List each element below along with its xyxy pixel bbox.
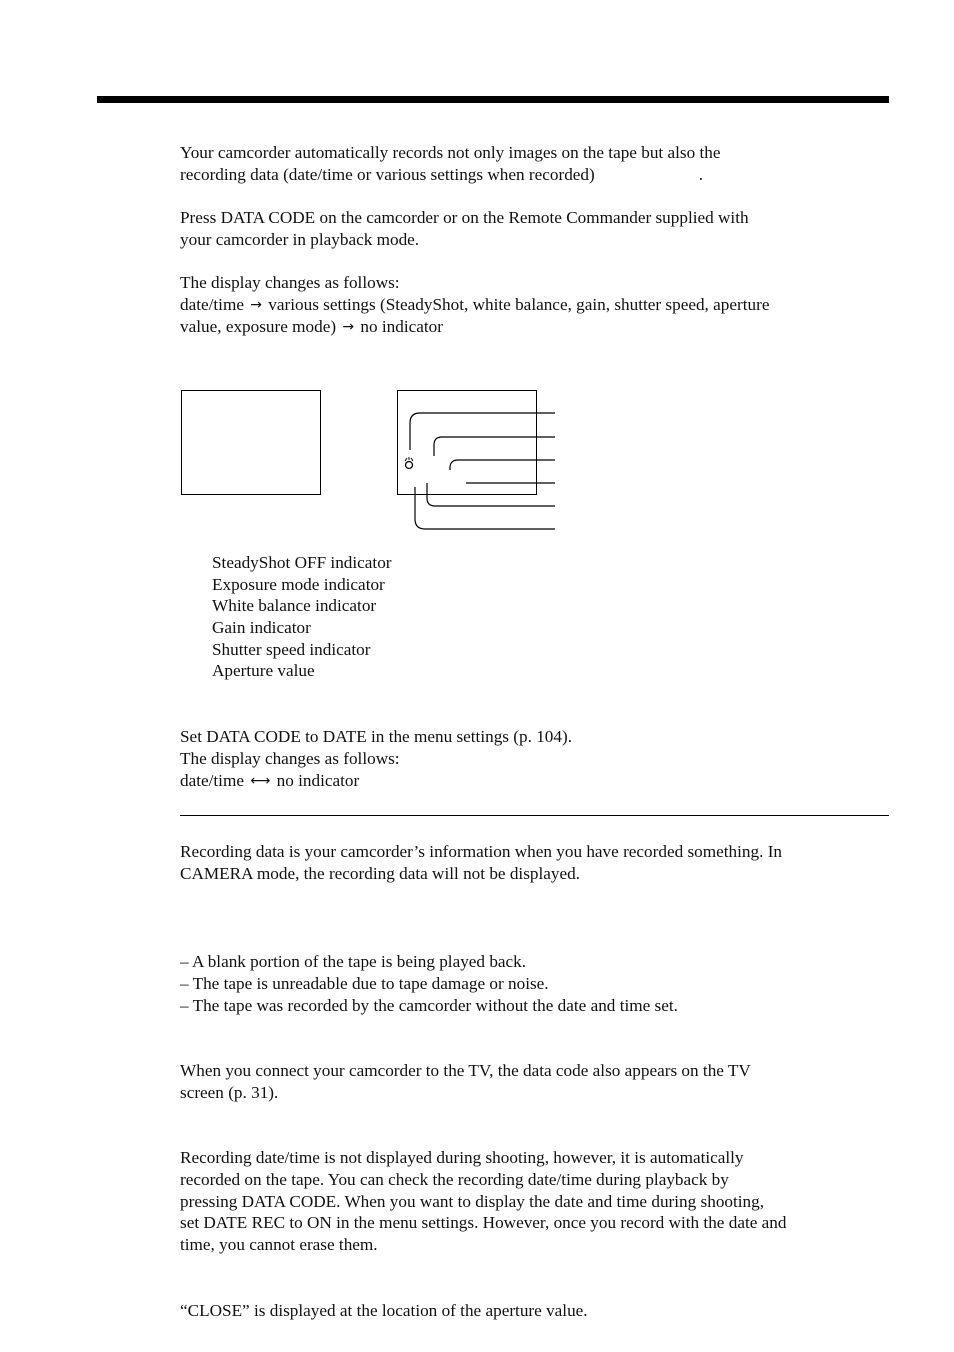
note-close xyxy=(180,1300,588,1322)
callout-shutter-speed xyxy=(427,483,555,506)
bullet-unreadable: – The tape is unreadable due to tape damage or noise. xyxy=(180,973,549,993)
arrow-both-icon: ⟷ xyxy=(250,772,271,789)
intro-line-2-period: . xyxy=(698,164,704,184)
note-tv xyxy=(180,1060,751,1104)
legend-shutter-speed: Shutter speed indicator xyxy=(212,639,371,659)
sequence-no-indicator: no indicator xyxy=(360,316,443,336)
bullet-blank-portion: – A blank portion of the tape is being played back. xyxy=(180,952,527,971)
sequence-date-time: date/time xyxy=(180,294,244,314)
note-date-time-line-4: set DATE REC to ON in the menu settings. However, once you record with the date and xyxy=(180,1213,787,1233)
note-date-time xyxy=(180,1147,786,1256)
press-line-2: your camcorder in playback mode. xyxy=(180,229,420,249)
note-date-time-line-5: time, you cannot erase them. xyxy=(180,1235,378,1255)
note-close-line-1: “CLOSE” is displayed at the location of the aperture value. xyxy=(180,1301,588,1320)
date-sequence-no-indicator: no indicator xyxy=(276,770,360,790)
display-changes-line-1: The display changes as follows: xyxy=(180,273,400,292)
date-setting-line-1: Set DATA CODE to DATE in the menu settings (p. 104). xyxy=(180,727,572,746)
note-tv-line-1: When you connect your camcorder to the TV, the data code also appears on the TV xyxy=(180,1061,751,1080)
note-recording-data xyxy=(180,841,782,885)
intro-line-2: recording data (date/time or various settings when recorded) xyxy=(180,164,595,184)
press-line-1: Press DATA CODE on the camcorder or on the Remote Commander supplied with xyxy=(180,208,749,227)
note-date-time-line-2: recorded on the tape. You can check the recording date/time during playback by xyxy=(180,1169,729,1189)
date-sequence-date-time: date/time xyxy=(180,770,244,790)
legend-steadyshot-off: SteadyShot OFF indicator xyxy=(212,553,392,572)
note-recording-line-2: CAMERA mode, the recording data will not be displayed. xyxy=(180,863,581,883)
note-recording-line-1: Recording data is your camcorder’s information when you have recorded something. In xyxy=(180,842,783,861)
indicator-legend xyxy=(212,552,392,682)
arrow-right-icon: → xyxy=(342,318,355,335)
callout-aperture xyxy=(415,487,555,529)
legend-exposure-mode: Exposure mode indicator xyxy=(212,574,385,594)
callout-exposure-mode xyxy=(434,437,555,456)
legend-gain: Gain indicator xyxy=(212,618,311,638)
date-setting-line-2: The display changes as follows: xyxy=(180,748,400,768)
date-setting-paragraph xyxy=(180,726,572,791)
callout-white-balance xyxy=(450,460,555,470)
sequence-various-settings: various settings (SteadyShot, white balance, gain, shutter speed, aperture xyxy=(268,294,770,314)
section-divider xyxy=(180,815,889,816)
intro-line-1: Your camcorder automatically records not only images on the tape but also the xyxy=(180,143,721,162)
callout-steadyshot xyxy=(410,413,555,450)
arrow-right-icon: → xyxy=(250,296,262,313)
note-tv-line-2: screen (p. 31). xyxy=(180,1082,279,1102)
hand-shake-icon xyxy=(405,457,413,469)
no-display-bullet-list xyxy=(180,951,678,1016)
bullet-no-date-set: – The tape was recorded by the camcorder without the date and time set. xyxy=(180,995,678,1015)
legend-aperture-value: Aperture value xyxy=(212,661,315,681)
note-date-time-line-3: pressing DATA CODE. When you want to display the date and time during shooting, xyxy=(180,1191,765,1211)
note-date-time-line-1: Recording date/time is not displayed during shooting, however, it is automatically xyxy=(180,1148,744,1167)
sequence-settings-cont: value, exposure mode) xyxy=(180,316,337,336)
legend-white-balance: White balance indicator xyxy=(212,596,377,616)
